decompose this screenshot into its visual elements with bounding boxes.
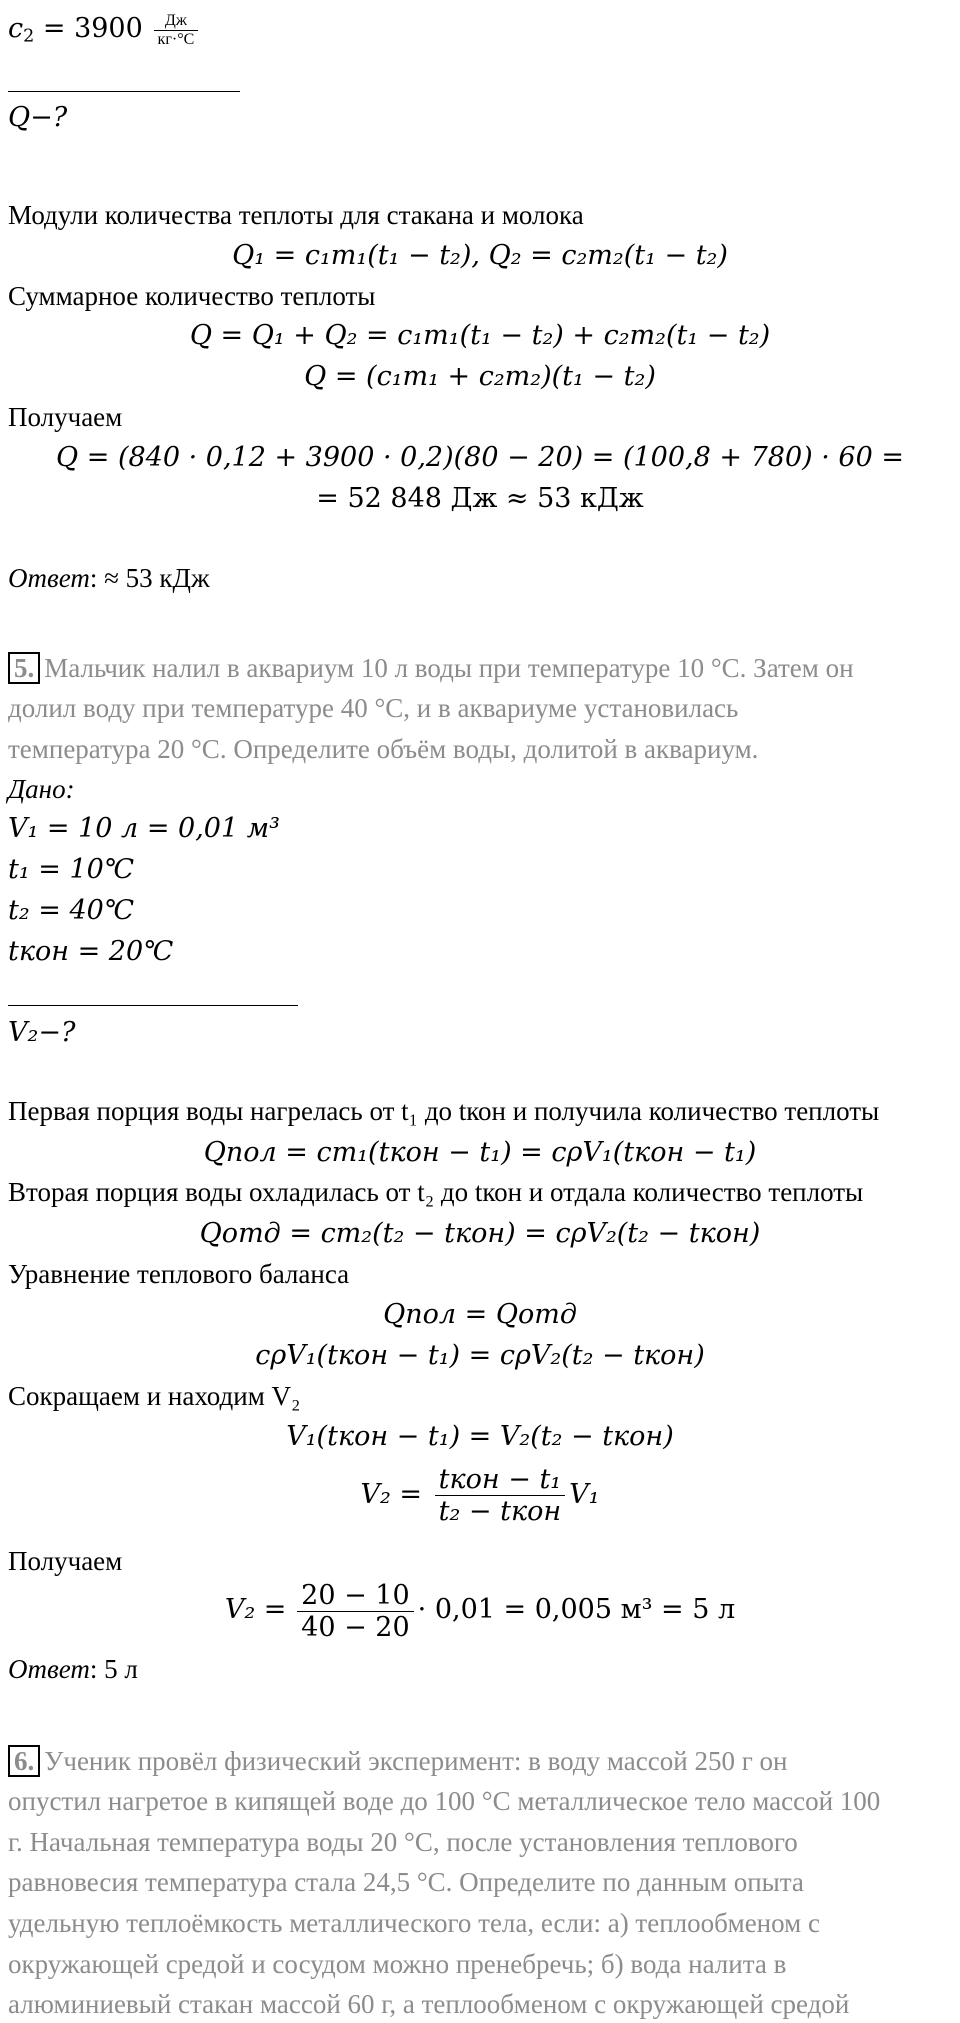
c2-value: = 3900 [34, 13, 143, 45]
problem5-eq7-numerator: 20 − 10 [297, 1580, 414, 1612]
problem5-step1: Первая порция воды нагрелась от t₁ до tкон и получила количество теплоты [8, 1096, 880, 1126]
problem5-answer [8, 1654, 138, 1685]
given-divider [8, 91, 240, 92]
c2-subscript: 2 [23, 26, 35, 47]
problem5-eq2: Qотд = cm₂(t₂ − tкон) = cρV₂(t₂ − tкон) [199, 1218, 761, 1249]
problem5-eq4: cρV₁(tкон − t₁) = cρV₂(t₂ − tкон) [255, 1340, 705, 1371]
problem5-eq7 [0, 1580, 960, 1643]
problem6-text-line4: равновесия температура стала 24,5 °С. Определите по данным опыта [8, 1867, 804, 1897]
problem5-eq7-rhs: · 0,01 = 0,005 м³ = 5 л [417, 1593, 736, 1625]
problem5-eq6-denominator: t₂ − tкон [438, 1496, 562, 1528]
problem6-number: 6. [8, 1745, 40, 1777]
problem5-number: 5. [8, 652, 40, 684]
problem5-step2: Вторая порция воды охладилась от t₂ до tкон и отдала количество теплоты [8, 1177, 864, 1207]
problem5-find: V₂−? [8, 1017, 76, 1048]
c2-unit-denominator: кг·°С [157, 31, 195, 49]
problem6-text-line5: удельную теплоёмкость металлического тела, если: а) теплообменом с [8, 1908, 820, 1938]
c2-unit-fraction [154, 12, 199, 50]
problem5-given-label: Дано: [8, 774, 75, 804]
problem5-eq6 [0, 1464, 960, 1527]
problem5-given-t1: t₁ = 10℃ [8, 854, 135, 885]
solution4-text2: Суммарное количество теплоты [8, 281, 376, 311]
c2-symbol: c [8, 13, 24, 45]
problem5-line1 [8, 652, 854, 684]
problem5-text-line2: долил воду при температуре 40 °С, и в аквариуме установилась [8, 693, 739, 723]
problem5-text-line3: температура 20 °С. Определите объём воды, долитой в аквариум. [8, 734, 759, 764]
solution4-answer [8, 563, 210, 594]
solution4-eq4: Q = (840 · 0,12 + 3900 · 0,2)(80 − 20) = (100,8 + 780) · 60 = [56, 442, 904, 473]
solution4-eq2: Q = Q₁ + Q₂ = c₁m₁(t₁ − t₂) + c₂m₂(t₁ − t₂) [189, 320, 771, 351]
problem5-eq6-numerator: tкон − t₁ [435, 1464, 565, 1496]
problem6-text-line1: Ученик провёл физический эксперимент: в воду массой 250 г он [44, 1746, 788, 1776]
problem5-given-divider [8, 1005, 298, 1006]
problem6-text-line3: г. Начальная температура воды 20 °С, после установления теплового [8, 1827, 798, 1857]
solution4-text1: Модули количества теплоты для стакана и молока [8, 200, 584, 230]
given-c2 [8, 12, 202, 50]
problem5-eq7-denominator: 40 − 20 [301, 1612, 410, 1644]
problem5-answer-value: : 5 л [89, 1654, 138, 1684]
problem5-text-line1: Мальчик налил в аквариум 10 л воды при температуре 10 °С. Затем он [44, 653, 854, 683]
problem5-eq3: Qпол = Qотд [383, 1299, 577, 1330]
problem6-text-line6: окружающей средой и сосудом можно пренебречь; б) вода налита в [8, 1949, 787, 1979]
solution4-eq5: = 52 848 Дж ≈ 53 кДж [316, 483, 644, 514]
answer-value: : ≈ 53 кДж [89, 563, 210, 593]
problem5-eq7-fraction [297, 1580, 414, 1643]
problem6-text-line7: алюминиевый стакан массой 60 г, а теплообменом с окружающей средой [8, 1989, 850, 2019]
problem5-eq6-lhs: V₂ = [360, 1479, 423, 1511]
solution4-eq3: Q = (c₁m₁ + c₂m₂)(t₁ − t₂) [304, 361, 656, 392]
find-q: Q−? [8, 102, 68, 133]
solution4-text3: Получаем [8, 402, 123, 432]
problem6-text-line2: опустил нагретое в кипящей воде до 100 °С металлическое тело массой 100 [8, 1786, 881, 1816]
problem5-eq6-fraction [435, 1464, 565, 1527]
problem5-eq6-rhs: V₁ [569, 1479, 600, 1511]
c2-unit-numerator: Дж [154, 12, 199, 31]
answer-label: Ответ [8, 563, 90, 593]
problem5-given-v1: V₁ = 10 л = 0,01 м³ [8, 813, 280, 844]
problem5-step3: Уравнение теплового баланса [8, 1259, 350, 1289]
problem5-eq1: Qпол = cm₁(tкон − t₁) = cρV₁(tкон − t₁) [203, 1137, 757, 1168]
problem6-line1 [8, 1745, 787, 1777]
solution4-eq1: Q₁ = c₁m₁(t₁ − t₂), Q₂ = c₂m₂(t₁ − t₂) [232, 240, 728, 271]
problem5-given-t2: t₂ = 40℃ [8, 895, 135, 926]
problem5-step5: Получаем [8, 1546, 123, 1576]
problem5-step4: Сокращаем и находим V₂ [8, 1381, 301, 1411]
problem5-eq7-lhs: V₂ = [224, 1593, 287, 1625]
problem5-given-tkon: tкон = 20℃ [8, 936, 174, 967]
problem5-answer-label: Ответ [8, 1654, 90, 1684]
problem5-eq5: V₁(tкон − t₁) = V₂(t₂ − tкон) [286, 1421, 674, 1452]
